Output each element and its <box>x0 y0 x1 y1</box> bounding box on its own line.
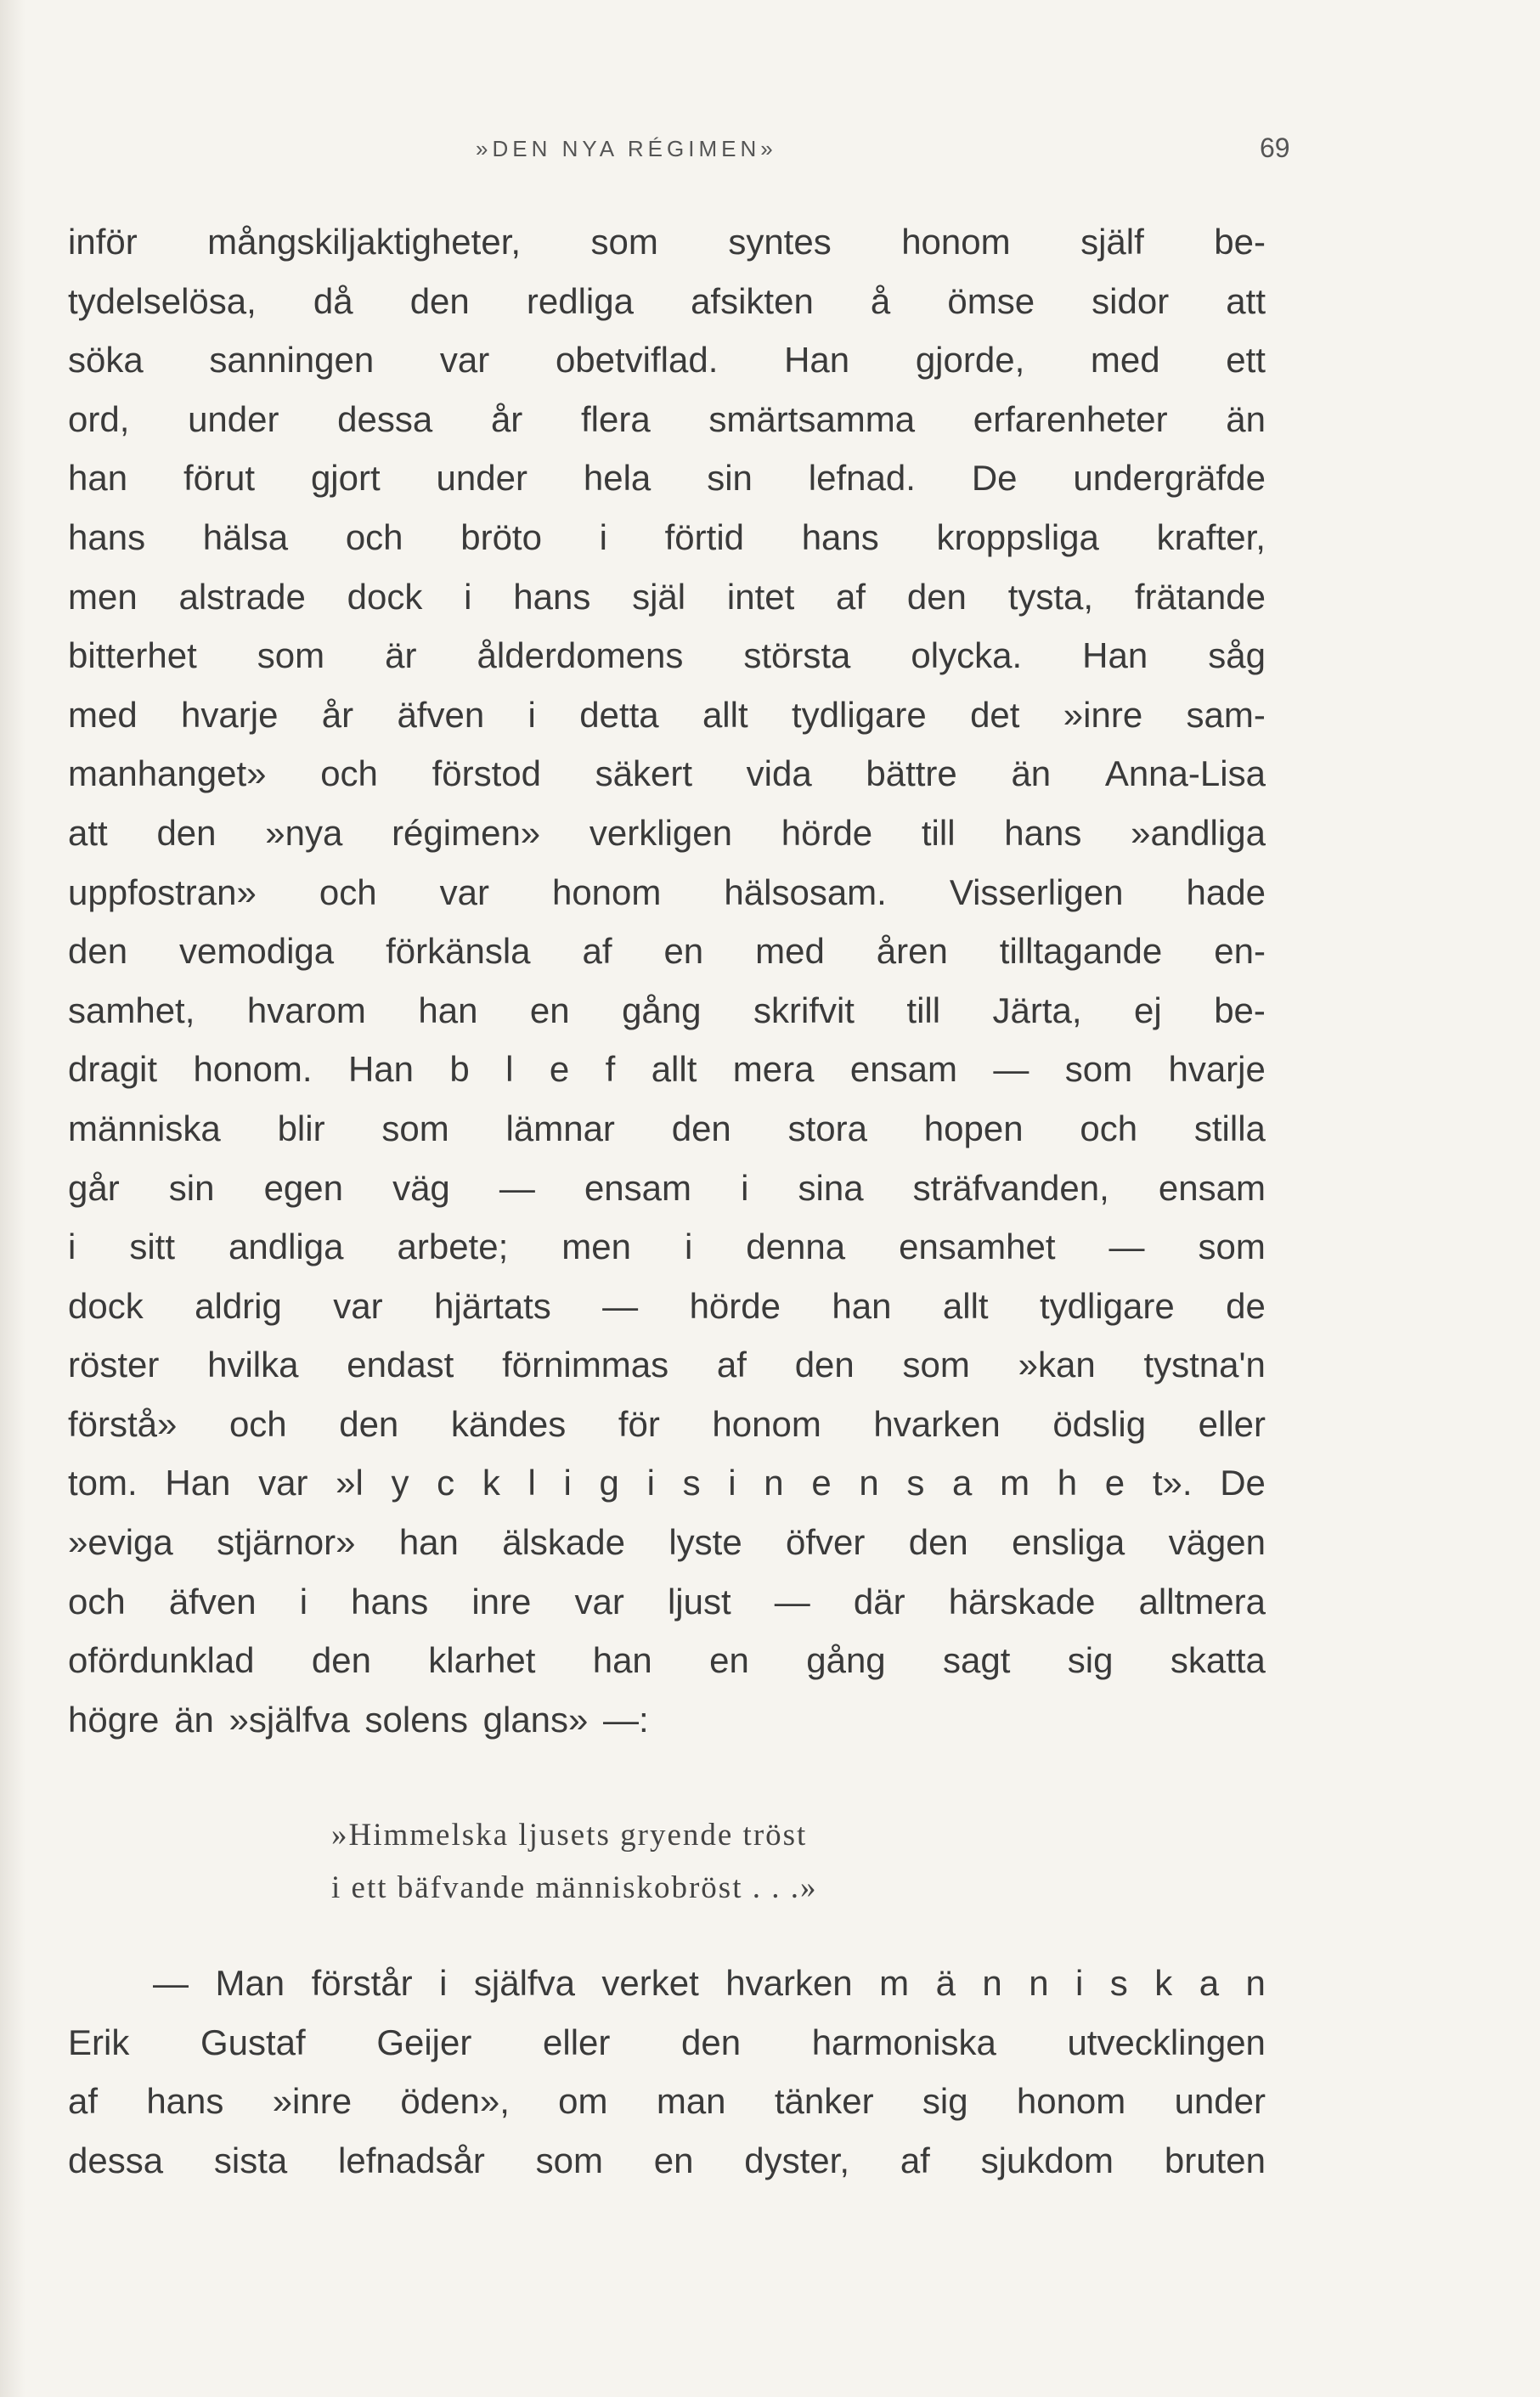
text-line: dragit honom. Han b l e f allt mera ensam — som hvarje <box>68 1049 1266 1090</box>
running-head <box>0 133 1540 170</box>
page-edge <box>0 0 25 2397</box>
text-line: och äfven i hans inre var ljust — där härskade alltmera <box>68 1581 1266 1622</box>
text-line: men alstrade dock i hans själ intet af den tysta, frätande <box>68 576 1266 617</box>
text-line: tom. Han var »l y c k l i g i s i n e n s a m h e t». De <box>68 1463 1266 1503</box>
text-line: söka sanningen var obetviflad. Han gjorde, med ett <box>68 340 1266 381</box>
poem-line: i ett bäfvande människobröst . . .» <box>331 1870 818 1905</box>
page-number: 69 <box>1260 133 1290 163</box>
text-line: Erik Gustaf Geijer eller den harmoniska utvecklingen <box>68 2022 1266 2062</box>
text-line: i sitt andliga arbete; men i denna ensamhet — som <box>68 1227 1266 1267</box>
text-line: ofördunklad den klarhet han en gång sagt sig skatta <box>68 1640 1266 1681</box>
text-line: röster hvilka endast förnimmas af den som »kan tystna'n <box>68 1345 1266 1385</box>
text-line: dessa sista lefnadsår som en dyster, af sjukdom bruten <box>68 2140 1266 2180</box>
text-line: går sin egen väg — ensam i sina sträfvanden, ensam <box>68 1167 1266 1208</box>
text-line: samhet, hvarom han en gång skrifvit till Järta, ej be- <box>68 990 1266 1030</box>
text-line: — Man förstår i själfva verket hvarken m ä n n i s k a n <box>153 1963 1266 2003</box>
text-line: bitterhet som är ålderdomens största olycka. Han såg <box>68 635 1266 676</box>
text-line: förstå» och den kändes för honom hvarken ödslig eller <box>68 1403 1266 1444</box>
text-line: att den »nya régimen» verkligen hörde till hans »andliga <box>68 812 1266 853</box>
text-line: människa blir som lämnar den stora hopen och stilla <box>68 1108 1266 1148</box>
paragraph-1 <box>68 212 1266 1749</box>
poem-quote <box>331 1809 817 1915</box>
running-title: »DEN NYA RÉGIMEN» <box>476 136 777 161</box>
text-line: högre än »själfva solens glans» —: <box>68 1699 649 1740</box>
text-line: den vemodiga förkänsla af en med åren tilltagande en- <box>68 931 1266 972</box>
poem-line: »Himmelska ljusets gryende tröst <box>331 1818 808 1853</box>
text-line: ord, under dessa år flera smärtsamma erfarenheter än <box>68 398 1266 439</box>
text-line: hans hälsa och bröto i förtid hans kroppsliga krafter, <box>68 516 1266 557</box>
paragraph-2 <box>68 1954 1266 2190</box>
text-line: tydelselösa, då den redliga afsikten å ömse sidor att <box>68 280 1266 321</box>
text-line: med hvarje år äfven i detta allt tydligare det »inre sam- <box>68 694 1266 735</box>
text-line: dock aldrig var hjärtats — hörde han allt tydligare de <box>68 1285 1266 1326</box>
text-line: uppfostran» och var honom hälsosam. Visserligen hade <box>68 871 1266 912</box>
text-line: »eviga stjärnor» han älskade lyste öfver den ensliga vägen <box>68 1522 1266 1563</box>
text-line: han förut gjort under hela sin lefnad. De undergräfde <box>68 458 1266 499</box>
text-line: manhanget» och förstod säkert vida bättre än Anna-Lisa <box>68 753 1266 794</box>
text-line: af hans »inre öden», om man tänker sig honom under <box>68 2081 1266 2122</box>
text-line: inför mångskiljaktigheter, som syntes honom själf be- <box>68 222 1266 262</box>
